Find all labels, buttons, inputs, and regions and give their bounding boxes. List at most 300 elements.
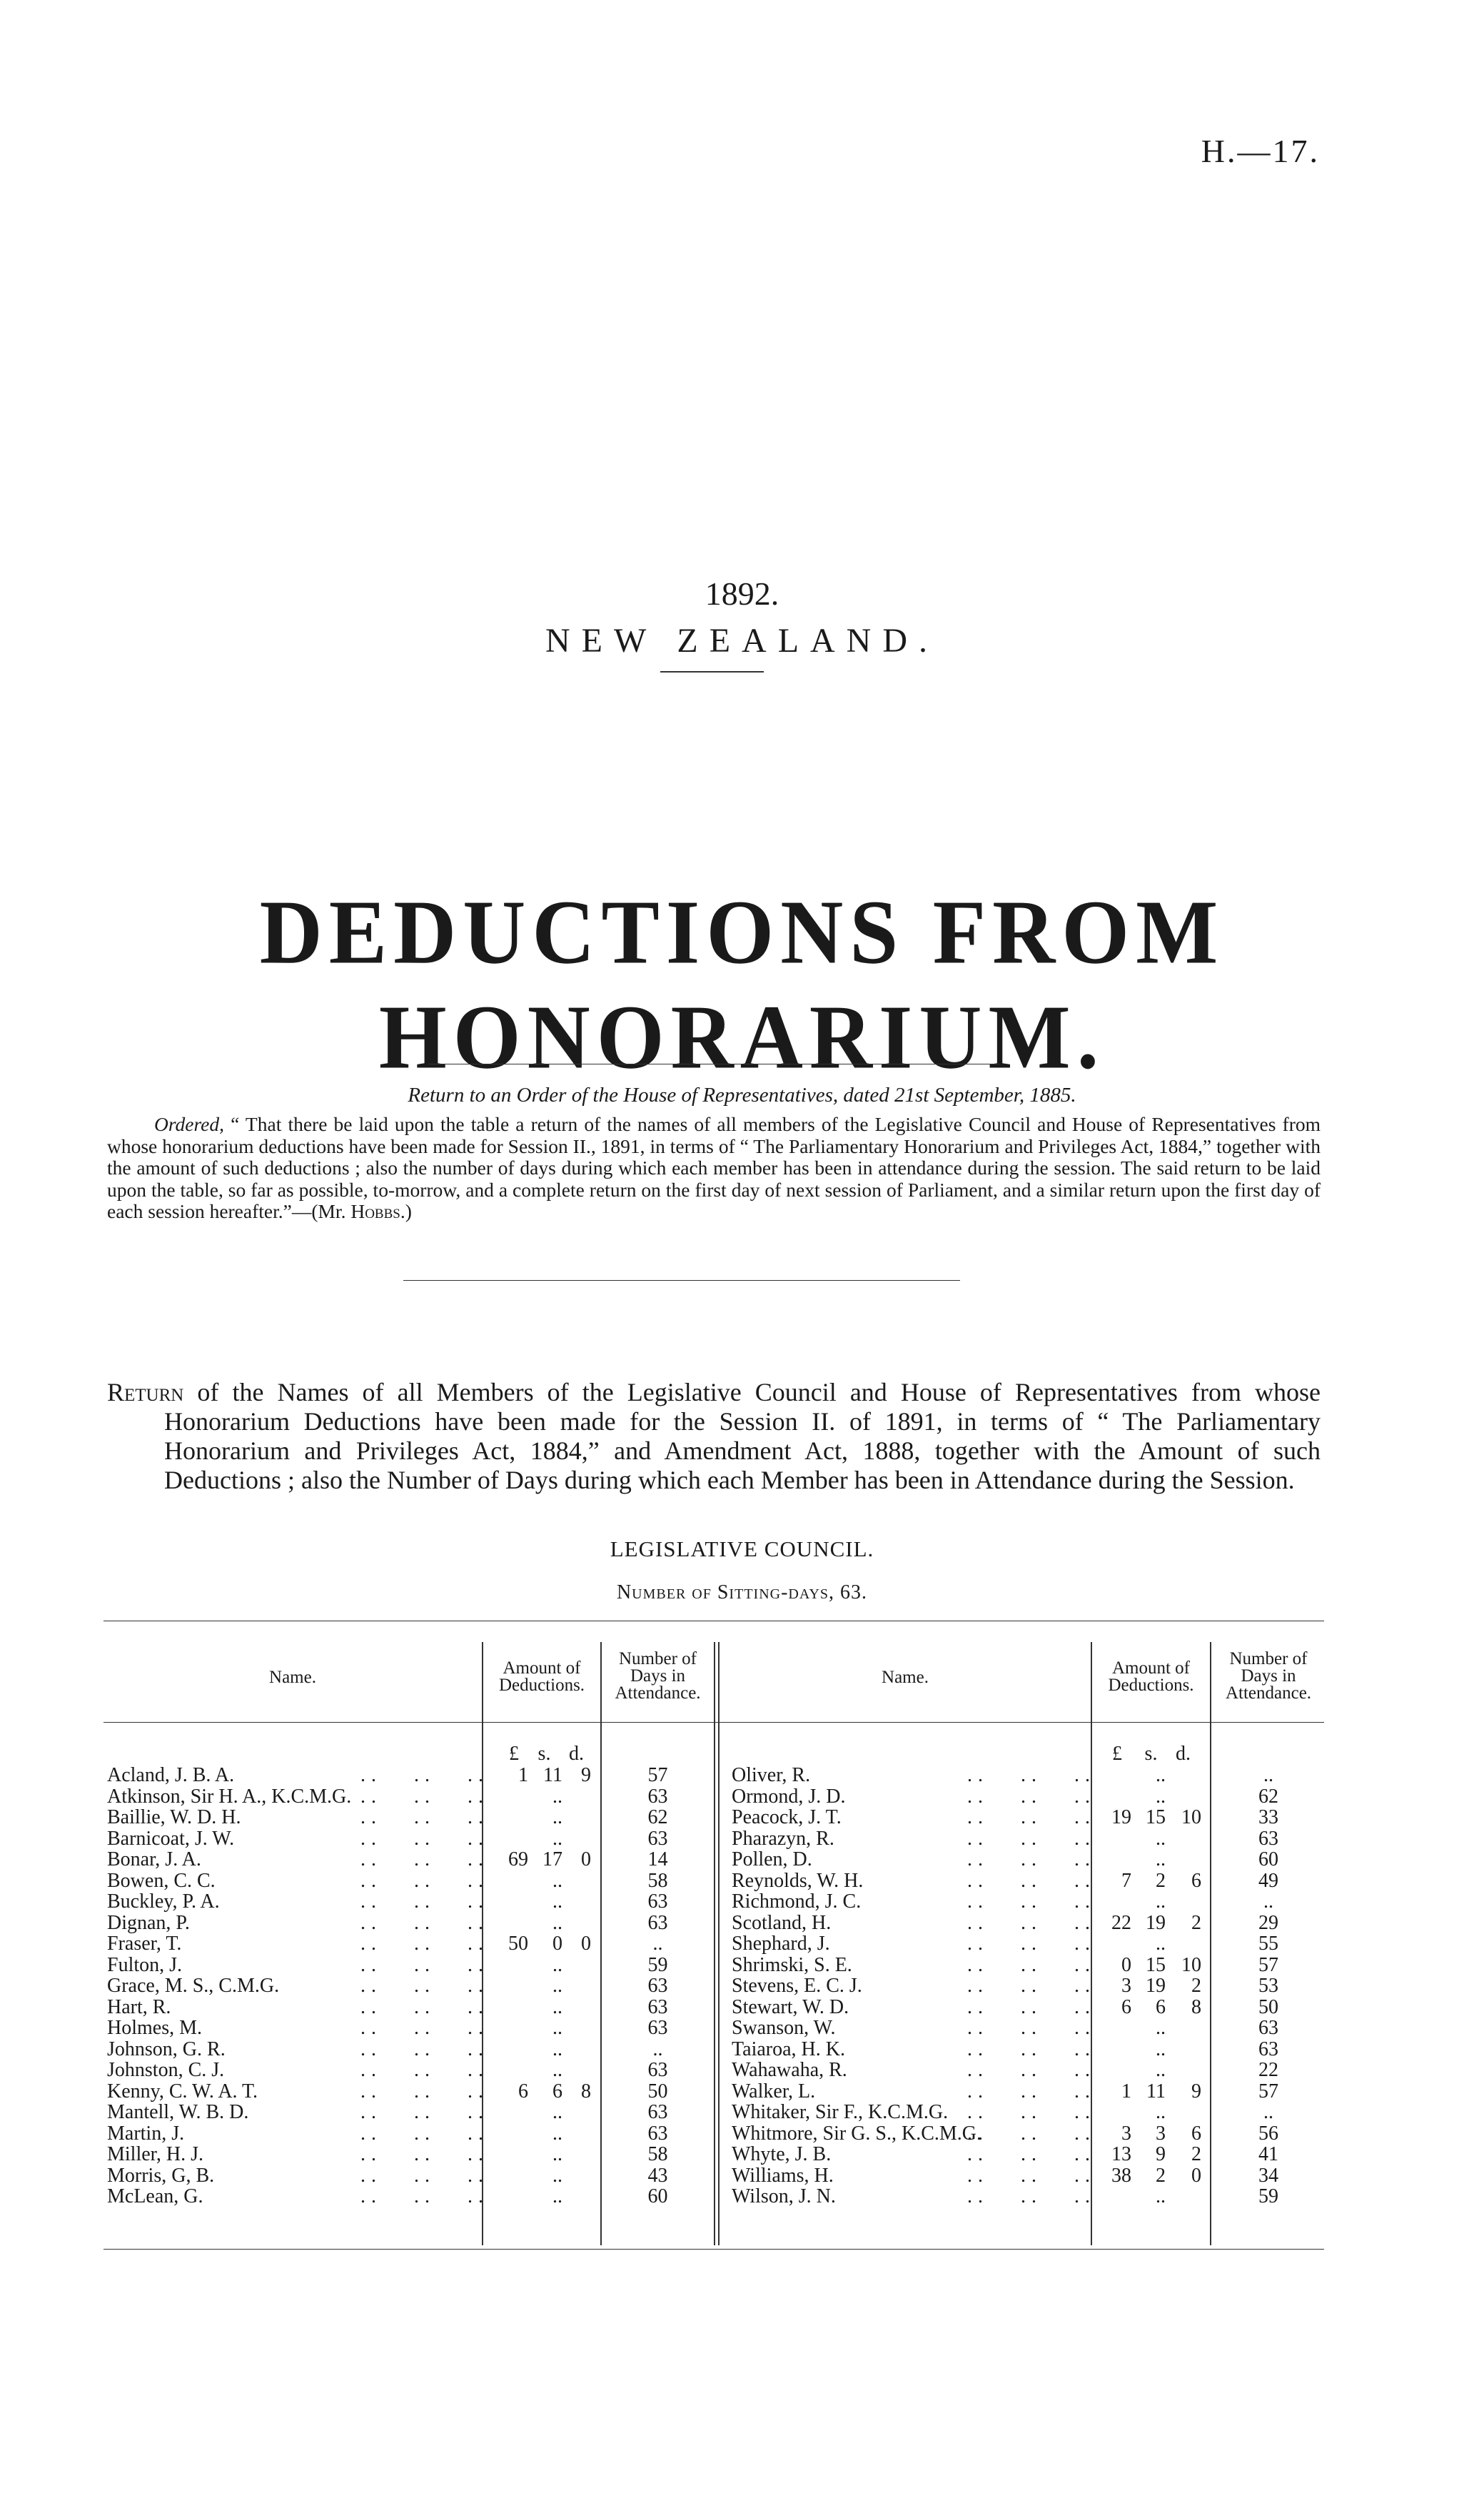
unit-pence: d. — [1176, 1743, 1191, 1765]
right-row-s: 6 — [1156, 1995, 1166, 2018]
header-amount — [483, 1660, 600, 1694]
right-row-s: .. — [1156, 1785, 1166, 1808]
right-row-d: 2 — [1191, 1975, 1201, 1997]
left-row-days: 63 — [647, 2101, 668, 2123]
left-row-name: Johnston, C. J. — [107, 2059, 225, 2081]
unit-shillings: s. — [1144, 1743, 1158, 1765]
right-row-s: 3 — [1156, 2122, 1166, 2145]
right-row-name: Shrimski, S. E. — [732, 1953, 852, 1976]
left-row-name: Acland, J. B. A. — [107, 1764, 235, 1786]
left-row-days: 63 — [647, 1785, 668, 1808]
left-row-name: Bonar, J. A. — [107, 1848, 201, 1870]
left-leader-dots — [360, 1764, 489, 2207]
left-row-l — [485, 2018, 528, 2039]
document-reference: H.—17. — [1201, 133, 1320, 169]
header-days-line: Attendance. — [1225, 1683, 1312, 1703]
left-row-name: Holmes, M. — [107, 2017, 202, 2039]
left-row-s: .. — [552, 1995, 562, 2018]
left-row-d — [562, 1997, 591, 2018]
leader-dots: .. .. .. — [360, 2143, 489, 2165]
right-row-days: 50 — [1258, 1995, 1278, 2018]
right-row-l: 13 — [1111, 2143, 1131, 2165]
leader-dots: .. .. .. — [360, 1953, 489, 1976]
header-name: Name. — [882, 1668, 929, 1687]
leader-dots: .. .. .. — [967, 1848, 1096, 1870]
unit-pounds: £ — [509, 1743, 519, 1765]
left-row-d — [562, 1891, 591, 1913]
left-row-d — [562, 1955, 591, 1976]
left-row-d — [562, 2039, 591, 2060]
table-bottom-rule — [104, 2249, 1324, 2250]
return-body: of the Names of all Members of the Legislative Council and House of Representatives from whose Honorarium Deductions have been made for the Session II. of 1891, in terms of “ The Parliamentary Honorarium and Privileges Act, 1884,” and Amendment Act, 1888, together with the Amount of such Deductions ; also the Number of Days during which each Member has been in Attendance during the Session. — [164, 1378, 1321, 1494]
left-row-s: .. — [552, 2164, 562, 2187]
right-row-s: 2 — [1156, 2164, 1166, 2187]
header-days-line: Number of — [1229, 1649, 1308, 1668]
leader-dots: .. .. .. — [360, 1848, 489, 1870]
right-row-days: 62 — [1258, 1785, 1278, 1808]
leader-dots: .. .. .. — [967, 2122, 1096, 2145]
left-row-l — [485, 1807, 528, 1828]
left-row-name: Fraser, T. — [107, 1933, 182, 1955]
section-heading: LEGISLATIVE COUNCIL. — [610, 1536, 874, 1561]
right-pounds-column — [1089, 1765, 1131, 2207]
right-row-s: .. — [1156, 1827, 1166, 1850]
right-row-s: 15 — [1146, 1806, 1166, 1828]
left-row-name: Morris, G, B. — [107, 2164, 215, 2187]
left-row-name: Mantell, W. B. D. — [107, 2101, 249, 2123]
right-row-days: 29 — [1258, 1911, 1278, 1934]
right-row-d — [1166, 1891, 1201, 1913]
right-row-d — [1166, 1786, 1201, 1808]
right-row-name: Peacock, J. T. — [732, 1806, 842, 1828]
left-row-name: Kenny, C. W. A. T. — [107, 2080, 258, 2102]
right-row-l: 1 — [1121, 2080, 1131, 2102]
left-row-s: .. — [552, 1869, 562, 1892]
left-row-name: Grace, M. S., C.M.G. — [107, 1975, 280, 1997]
header-days — [602, 1651, 714, 1702]
right-row-s: .. — [1156, 1890, 1166, 1913]
divider — [660, 671, 764, 673]
right-row-days: 34 — [1258, 2164, 1278, 2187]
right-row-l — [1089, 1765, 1131, 1786]
order-text — [107, 1114, 1321, 1223]
right-row-name: Taiaroa, H. K. — [732, 2038, 845, 2060]
right-row-days: 63 — [1258, 1827, 1278, 1850]
right-row-days: 55 — [1258, 1933, 1278, 1955]
left-row-days: .. — [652, 1933, 663, 1955]
left-row-s: .. — [552, 1975, 562, 1997]
left-row-days: 63 — [647, 1975, 668, 1997]
left-row-s: .. — [552, 1953, 562, 1976]
left-row-days: 63 — [647, 1995, 668, 2018]
left-row-d: 9 — [581, 1764, 591, 1786]
right-row-days: .. — [1263, 1764, 1273, 1786]
right-row-d — [1166, 2060, 1201, 2081]
leader-dots: .. .. .. — [360, 1933, 489, 1955]
right-row-d: 8 — [1191, 1995, 1201, 2018]
left-row-d — [562, 2102, 591, 2123]
left-row-days: 50 — [647, 2080, 668, 2102]
leader-dots: .. .. .. — [967, 2101, 1096, 2123]
leader-dots: .. .. .. — [360, 1890, 489, 1913]
left-row-s: .. — [552, 1806, 562, 1828]
right-row-days: 59 — [1258, 2185, 1278, 2207]
left-pence-column — [562, 1765, 591, 2207]
left-row-s: .. — [552, 1890, 562, 1913]
leader-dots: .. .. .. — [967, 1933, 1096, 1955]
right-row-l: 38 — [1111, 2164, 1131, 2187]
leader-dots: .. .. .. — [967, 1806, 1096, 1828]
left-row-d — [562, 1786, 591, 1808]
left-row-s: .. — [552, 2059, 562, 2081]
page-title: DEDUCTIONS FROM HONORARIUM. — [259, 882, 1225, 1088]
right-row-name: Williams, H. — [732, 2164, 834, 2187]
right-row-name: Oliver, R. — [732, 1764, 811, 1786]
left-row-d: 0 — [581, 1933, 591, 1955]
left-row-days: 43 — [647, 2164, 668, 2187]
right-row-name: Wilson, J. N. — [732, 2185, 836, 2207]
header-amount-line: Deductions. — [498, 1676, 585, 1695]
right-row-l — [1089, 1933, 1131, 1955]
leader-dots: .. .. .. — [360, 2017, 489, 2039]
left-row-l — [485, 2039, 528, 2060]
leader-dots: .. .. .. — [967, 1827, 1096, 1850]
leader-dots: .. .. .. — [967, 1869, 1096, 1892]
leader-dots: .. .. .. — [360, 2122, 489, 2145]
publication-year: 1892. — [705, 575, 779, 612]
leader-dots: .. .. .. — [967, 2017, 1096, 2039]
country-heading: NEW ZEALAND. — [545, 622, 939, 660]
header-days — [1211, 1651, 1326, 1702]
left-row-l — [485, 1786, 528, 1808]
left-pounds-column — [485, 1765, 528, 2207]
right-row-name: Stevens, E. C. J. — [732, 1975, 862, 1997]
left-row-s: .. — [552, 2101, 562, 2123]
right-row-days: 60 — [1258, 1848, 1278, 1870]
left-row-l — [485, 2123, 528, 2145]
leader-dots: .. .. .. — [967, 1953, 1096, 1976]
order-lead: Ordered, — [154, 1113, 225, 1135]
right-row-l: 6 — [1121, 1995, 1131, 2018]
right-row-name: Walker, L. — [732, 2080, 816, 2102]
header-amount — [1092, 1660, 1210, 1694]
right-row-l — [1089, 2102, 1131, 2123]
right-row-name: Whyte, J. B. — [732, 2143, 832, 2165]
leader-dots: .. .. .. — [360, 2038, 489, 2060]
left-row-days: 63 — [647, 1827, 668, 1850]
left-row-d — [562, 2144, 591, 2165]
left-row-l — [485, 2144, 528, 2165]
left-row-l: 50 — [508, 1933, 528, 1955]
left-row-days: 63 — [647, 2059, 668, 2081]
right-row-l — [1089, 1786, 1131, 1808]
left-row-l — [485, 2186, 528, 2207]
leader-dots: .. .. .. — [967, 2059, 1096, 2081]
right-row-days: 53 — [1258, 1975, 1278, 1997]
left-row-d — [562, 2165, 591, 2187]
left-row-d — [562, 1975, 591, 1997]
right-row-s: .. — [1156, 2101, 1166, 2123]
leader-dots: .. .. .. — [360, 1806, 489, 1828]
left-row-days: 59 — [647, 1953, 668, 1976]
left-row-l — [485, 1955, 528, 1976]
left-row-days: 58 — [647, 2143, 668, 2165]
left-row-l — [485, 1975, 528, 1997]
right-row-days: .. — [1263, 2101, 1273, 2123]
leader-dots: .. .. .. — [967, 1785, 1096, 1808]
leader-dots: .. .. .. — [967, 1975, 1096, 1997]
leader-dots: .. .. .. — [967, 2143, 1096, 2165]
right-row-l — [1089, 2018, 1131, 2039]
right-row-s: .. — [1156, 2185, 1166, 2207]
right-row-s: 11 — [1146, 2080, 1166, 2102]
right-row-l: 7 — [1121, 1869, 1131, 1892]
left-row-name: Fulton, J. — [107, 1953, 183, 1976]
right-row-d — [1166, 1765, 1201, 1786]
right-row-name: Pharazyn, R. — [732, 1827, 834, 1850]
leader-dots: .. .. .. — [360, 1869, 489, 1892]
header-days-line: Number of — [619, 1649, 697, 1668]
left-row-s: .. — [552, 1911, 562, 1934]
right-row-name: Shephard, J. — [732, 1933, 830, 1955]
leader-dots: .. .. .. — [360, 2185, 489, 2207]
right-row-name: Wahawaha, R. — [732, 2059, 847, 2081]
left-row-d — [562, 1807, 591, 1828]
right-row-name: Whitaker, Sir F., K.C.M.G. — [732, 2101, 949, 2123]
left-row-l: 6 — [518, 2080, 528, 2102]
left-row-days: .. — [652, 2038, 663, 2060]
order-body: “ That there be laid upon the table a return of the names of all members of the Legislative Council and House of Representatives from whose honorarium deductions have been made for Session II., 1891, in terms of “ The Parliamentary Honorarium and Privileges Act, 1884,” together with the amount of such deductions ; also the number of days during which each member has been in attendance during the session. The said return to be laid upon the table, so far as possible, to-morrow, and a complete return on the first day of next session of Parliament, and a similar return upon the first day of each session hereafter.”—(Mr. — [107, 1113, 1321, 1222]
right-row-name: Scotland, H. — [732, 1911, 832, 1934]
left-row-name: Atkinson, Sir H. A., K.C.M.G. — [107, 1785, 352, 1808]
right-row-s: .. — [1156, 2017, 1166, 2039]
header-name: Name. — [269, 1668, 316, 1687]
leader-dots: .. .. .. — [967, 1995, 1096, 2018]
leader-dots: .. .. .. — [360, 2080, 489, 2102]
right-row-l: 3 — [1121, 1975, 1131, 1997]
unit-pence: d. — [569, 1743, 584, 1765]
left-row-name: Dignan, P. — [107, 1911, 190, 1934]
right-row-days: 63 — [1258, 2038, 1278, 2060]
right-row-d: 2 — [1191, 2143, 1201, 2165]
header-days-line: Days in — [1241, 1666, 1296, 1686]
right-row-d: 10 — [1181, 1953, 1201, 1976]
left-row-days: 63 — [647, 2017, 668, 2039]
left-row-days: 63 — [647, 1890, 668, 1913]
leader-dots: .. .. .. — [360, 1764, 489, 1786]
right-row-s: 19 — [1146, 1975, 1166, 1997]
left-row-name: Hart, R. — [107, 1995, 171, 2018]
right-row-d: 9 — [1191, 2080, 1201, 2102]
leader-dots: .. .. .. — [967, 1911, 1096, 1934]
leader-dots: .. .. .. — [967, 1764, 1096, 1786]
left-row-l: 69 — [508, 1848, 528, 1870]
left-row-days: 63 — [647, 2122, 668, 2145]
order-close: .) — [400, 1200, 412, 1222]
right-row-days: 57 — [1258, 2080, 1278, 2102]
right-row-days: 56 — [1258, 2122, 1278, 2145]
leader-dots: .. .. .. — [360, 1995, 489, 2018]
right-row-d — [1166, 1828, 1201, 1850]
right-row-s: .. — [1156, 1848, 1166, 1870]
leader-dots: .. .. .. — [360, 1785, 489, 1808]
left-days-column — [602, 1765, 714, 2207]
leader-dots: .. .. .. — [967, 2164, 1096, 2187]
leader-dots: .. .. .. — [967, 1890, 1096, 1913]
leader-dots: .. .. .. — [360, 1827, 489, 1850]
right-row-d — [1166, 2039, 1201, 2060]
header-amount-line: Amount of — [503, 1658, 581, 1678]
left-row-s: .. — [552, 1785, 562, 1808]
left-row-d — [562, 2123, 591, 2145]
header-days-line: Attendance. — [615, 1683, 701, 1703]
right-row-s: 19 — [1146, 1911, 1166, 1934]
left-row-s: 0 — [552, 1933, 562, 1955]
right-row-l — [1089, 1828, 1131, 1850]
left-row-s: .. — [552, 2143, 562, 2165]
left-row-name: Miller, H. J. — [107, 2143, 203, 2165]
left-row-d: 8 — [581, 2080, 591, 2102]
left-row-name: Bowen, C. C. — [107, 1869, 216, 1892]
left-row-l — [485, 1870, 528, 1892]
left-row-s: .. — [552, 2017, 562, 2039]
right-row-d — [1166, 1933, 1201, 1955]
left-row-s: .. — [552, 1827, 562, 1850]
left-row-l — [485, 2165, 528, 2187]
right-row-days: 41 — [1258, 2143, 1278, 2165]
unit-shillings: s. — [537, 1743, 551, 1765]
right-row-d — [1166, 2102, 1201, 2123]
left-row-d — [562, 2186, 591, 2207]
left-shillings-column — [528, 1765, 562, 2207]
leader-dots: .. .. .. — [360, 2059, 489, 2081]
right-row-days: 49 — [1258, 1869, 1278, 1892]
leader-dots: .. .. .. — [967, 2038, 1096, 2060]
right-row-s: 2 — [1156, 1869, 1166, 1892]
right-days-column — [1211, 1765, 1326, 2207]
leader-dots: .. .. .. — [360, 1975, 489, 1997]
left-row-name: Buckley, P. A. — [107, 1890, 220, 1913]
divider — [403, 1280, 960, 1281]
right-row-name: Reynolds, W. H. — [732, 1869, 864, 1892]
right-row-s: .. — [1156, 2059, 1166, 2081]
order-title: Return to an Order of the House of Representatives, dated 21st September, 1885. — [408, 1084, 1076, 1107]
left-row-name: Johnson, G. R. — [107, 2038, 226, 2060]
right-row-d — [1166, 2186, 1201, 2207]
right-row-days: 33 — [1258, 1806, 1278, 1828]
header-days-line: Days in — [630, 1666, 686, 1686]
left-row-days: 60 — [647, 2185, 668, 2207]
left-row-d — [562, 1870, 591, 1892]
unit-pounds: £ — [1112, 1743, 1122, 1765]
left-row-d: 0 — [581, 1848, 591, 1870]
sitting-days: Number of Sitting-days, 63. — [616, 1581, 868, 1603]
left-row-d — [562, 1913, 591, 1934]
left-row-name: Barnicoat, J. W. — [107, 1827, 235, 1850]
right-row-l: 3 — [1121, 2122, 1131, 2145]
left-row-days: 14 — [647, 1848, 668, 1870]
right-row-l: 22 — [1111, 1911, 1131, 1934]
left-row-days: 57 — [647, 1764, 668, 1786]
left-row-days: 62 — [647, 1806, 668, 1828]
left-row-d — [562, 2018, 591, 2039]
right-row-name: Stewart, W. D. — [732, 1995, 849, 2018]
header-amount-line: Amount of — [1111, 1658, 1191, 1678]
right-row-l — [1089, 1891, 1131, 1913]
left-row-name: McLean, G. — [107, 2185, 203, 2207]
left-row-name: Baillie, W. D. H. — [107, 1806, 241, 1828]
right-row-l: 19 — [1111, 1806, 1131, 1828]
column-divider — [714, 1642, 715, 2245]
left-row-d — [562, 2060, 591, 2081]
right-row-l: 0 — [1121, 1953, 1131, 1976]
right-row-name: Ormond, J. D. — [732, 1785, 846, 1808]
leader-dots: .. .. .. — [360, 1911, 489, 1934]
left-row-l — [485, 1997, 528, 2018]
leader-dots: .. .. .. — [360, 2164, 489, 2187]
left-row-l — [485, 2060, 528, 2081]
right-row-d: 0 — [1191, 2164, 1201, 2187]
leader-dots: .. .. .. — [967, 2080, 1096, 2102]
column-divider — [718, 1642, 720, 2245]
leader-dots: .. .. .. — [360, 2101, 489, 2123]
left-row-d — [562, 1828, 591, 1850]
return-description — [107, 1378, 1321, 1495]
right-row-name: Whitmore, Sir G. S., K.C.M.G. — [732, 2122, 981, 2145]
left-row-name: Martin, J. — [107, 2122, 185, 2145]
left-row-s: 6 — [552, 2080, 562, 2102]
right-row-d — [1166, 1849, 1201, 1870]
right-row-l — [1089, 2186, 1131, 2207]
right-row-s: .. — [1156, 2038, 1166, 2060]
right-row-days: .. — [1263, 1890, 1273, 1913]
right-row-l — [1089, 2039, 1131, 2060]
left-row-s: .. — [552, 2038, 562, 2060]
right-row-d: 2 — [1191, 1911, 1201, 1934]
right-shillings-column — [1131, 1765, 1166, 2207]
right-row-days: 57 — [1258, 1953, 1278, 1976]
right-row-s: 9 — [1156, 2143, 1166, 2165]
left-row-l: 1 — [518, 1764, 528, 1786]
right-row-days: 22 — [1258, 2059, 1278, 2081]
right-row-d: 10 — [1181, 1806, 1201, 1828]
right-row-s: .. — [1156, 1764, 1166, 1786]
left-row-l — [485, 1828, 528, 1850]
left-row-days: 58 — [647, 1869, 668, 1892]
left-row-l — [485, 1913, 528, 1934]
return-lead: Return — [107, 1378, 184, 1406]
leader-dots: .. .. .. — [967, 2185, 1096, 2207]
right-row-l — [1089, 2060, 1131, 2081]
right-row-s: 15 — [1146, 1953, 1166, 1976]
right-row-d — [1166, 2018, 1201, 2039]
right-row-name: Pollen, D. — [732, 1848, 812, 1870]
left-row-s: 17 — [542, 1848, 562, 1870]
right-row-s: .. — [1156, 1933, 1166, 1955]
left-row-days: 63 — [647, 1911, 668, 1934]
right-row-l — [1089, 1849, 1131, 1870]
left-row-s: .. — [552, 2122, 562, 2145]
right-row-d: 6 — [1191, 1869, 1201, 1892]
right-leader-dots — [967, 1764, 1096, 2207]
left-row-l — [485, 1891, 528, 1913]
left-row-s: 11 — [543, 1764, 562, 1786]
left-row-l — [485, 2102, 528, 2123]
right-row-name: Swanson, W. — [732, 2017, 836, 2039]
order-mover: Hobbs — [350, 1200, 400, 1222]
left-row-s: .. — [552, 2185, 562, 2207]
right-row-days: 63 — [1258, 2017, 1278, 2039]
